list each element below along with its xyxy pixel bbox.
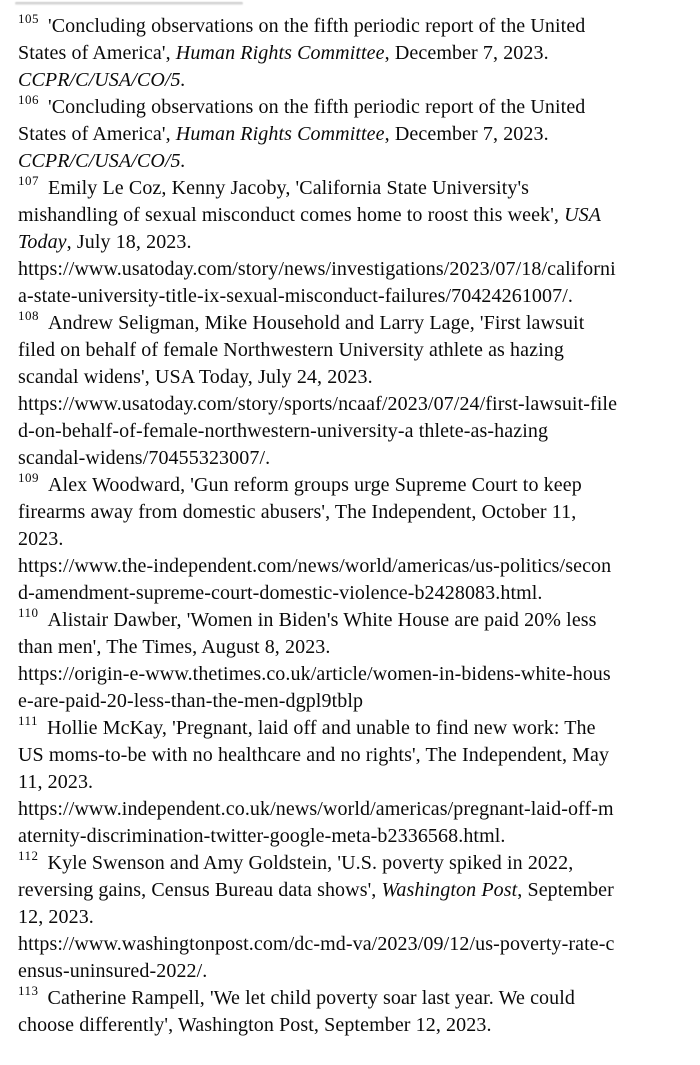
footnote-text-run: 2023. (18, 528, 64, 550)
footnote-text-run: , December 7, 2023. (384, 42, 549, 64)
footnote-number: 109 (18, 470, 39, 486)
footnote-text-run: https://www.the-independent.com/news/world/americas/us-politics/secon (18, 555, 612, 577)
footnote-text-run: d-on-behalf-of-female-northwestern-university-a thlete-as-hazing (18, 420, 549, 442)
footnote-text-run: a-state-university-title-ix-sexual-misconduct-failures/70424261007/. (18, 285, 573, 307)
footnote-text-run: US moms-to-be with no healthcare and no rights', The Independent, May (18, 744, 610, 766)
footnote-107 (18, 175, 700, 310)
footnote-line (18, 904, 700, 931)
footnote-text-run: , December 7, 2023. (384, 123, 549, 145)
footnote-text-run: e-are-paid-20-less-than-the-men-dgpl9tblp (18, 690, 364, 712)
footnote-text-run: https://origin-e-www.thetimes.co.uk/article/women-in-bidens-white-hous (18, 663, 611, 685)
footnote-line (18, 418, 700, 445)
footnote-line (18, 13, 700, 40)
footnote-text-run: firearms away from domestic abusers', The Independent, October 11, (18, 501, 577, 523)
footnote-line (18, 931, 700, 958)
footnote-text-run: CCPR/C/USA/CO/5. (18, 150, 186, 172)
footnote-line (18, 40, 700, 67)
footnote-text-run: USA (564, 204, 602, 226)
footnote-108 (18, 310, 700, 472)
footnote-line (18, 94, 700, 121)
footnote-line (18, 769, 700, 796)
footnote-text-run: CCPR/C/USA/CO/5. (18, 69, 186, 91)
footnote-text-run: https://www.usatoday.com/story/sports/ncaaf/2023/07/24/first-lawsuit-file (18, 393, 618, 415)
footnote-line (18, 688, 700, 715)
footnote-number: 112 (18, 848, 39, 864)
footnote-111 (18, 715, 700, 850)
footnote-text-run: Emily Le Coz, Kenny Jacoby, 'California State University's (48, 177, 530, 199)
footnote-line (18, 337, 700, 364)
footnote-text-run: scandal-widens/70455323007/. (18, 447, 271, 469)
footnote-text-run: ensus-uninsured-2022/. (18, 960, 208, 982)
footnote-line (18, 229, 700, 256)
footnote-text-run: Hollie McKay, 'Pregnant, laid off and unable to find new work: The (47, 717, 596, 739)
footnote-text-run: d-amendment-supreme-court-domestic-violence-b2428083.html. (18, 582, 543, 604)
footnote-line (18, 850, 700, 877)
footnote-line (18, 607, 700, 634)
footnote-text-run: Alex Woodward, 'Gun reform groups urge Supreme Court to keep (48, 474, 582, 496)
footnote-line (18, 742, 700, 769)
footnote-text-run: 12, 2023. (18, 906, 94, 928)
footnote-line (18, 175, 700, 202)
footnote-line (18, 580, 700, 607)
footnote-110 (18, 607, 700, 715)
footnote-text-run: Washington Post (381, 879, 518, 901)
footnote-text-run: aternity-discrimination-twitter-google-meta-b2336568.html. (18, 825, 506, 847)
footnote-line (18, 499, 700, 526)
footnote-text-run: 'Concluding observations on the fifth periodic report of the United (48, 96, 586, 118)
footnote-line (18, 391, 700, 418)
footnote-number: 113 (18, 983, 39, 999)
footnote-line (18, 958, 700, 985)
footnote-line (18, 121, 700, 148)
footnote-text-run: 'Concluding observations on the fifth periodic report of the United (48, 15, 586, 37)
footnote-line (18, 796, 700, 823)
footnote-line (18, 202, 700, 229)
footnote-text-run: , July 18, 2023. (66, 231, 192, 253)
footnote-number: 105 (18, 11, 39, 27)
footnote-text-run: reversing gains, Census Bureau data shows', (18, 879, 382, 901)
footnote-line (18, 256, 700, 283)
footnote-line (18, 310, 700, 337)
footnote-109 (18, 472, 700, 607)
footnote-line (18, 553, 700, 580)
footnote-line (18, 1012, 700, 1039)
footnote-105 (18, 13, 700, 94)
footnotes-list (18, 13, 700, 1039)
footnote-number: 108 (18, 308, 39, 324)
footnote-number: 106 (18, 92, 39, 108)
footnote-text-run: https://www.usatoday.com/story/news/investigations/2023/07/18/californi (18, 258, 616, 280)
footnote-line (18, 634, 700, 661)
footnote-text-run: than men', The Times, August 8, 2023. (18, 636, 331, 658)
footnote-text-run: Alistair Dawber, 'Women in Biden's White House are paid 20% less (47, 609, 597, 631)
footnote-text-run: States of America', (18, 123, 176, 145)
footnote-line (18, 283, 700, 310)
footnote-number: 107 (18, 173, 39, 189)
footnote-text-run: https://www.independent.co.uk/news/world/americas/pregnant-laid-off-m (18, 798, 614, 820)
footnote-line (18, 715, 700, 742)
footnote-text-run: https://www.washingtonpost.com/dc-md-va/2023/09/12/us-poverty-rate-c (18, 933, 615, 955)
footnote-line (18, 823, 700, 850)
footnote-line (18, 148, 700, 175)
footnote-line (18, 445, 700, 472)
footnote-text-run: filed on behalf of female Northwestern University athlete as hazing (18, 339, 564, 361)
footnote-text-run: mishandling of sexual misconduct comes home to roost this week', (18, 204, 565, 226)
footnote-text-run: States of America', (18, 42, 176, 64)
footnote-line (18, 472, 700, 499)
footnote-text-run: Today (18, 231, 67, 253)
footnote-text-run: choose differently', Washington Post, September 12, 2023. (18, 1014, 492, 1036)
footnote-number: 111 (18, 713, 39, 729)
footnote-number: 110 (18, 605, 39, 621)
footnote-line (18, 526, 700, 553)
footnote-text-run: Andrew Seligman, Mike Household and Larry Lage, 'First lawsuit (48, 312, 585, 334)
footnote-line (18, 661, 700, 688)
footnote-text-run: Human Rights Committee (175, 123, 385, 145)
cropped-previous-line-artifact (15, 2, 243, 5)
footnote-line (18, 67, 700, 94)
footnote-line (18, 877, 700, 904)
footnote-106 (18, 94, 700, 175)
footnote-text-run: scandal widens', USA Today, July 24, 2023. (18, 366, 373, 388)
footnote-line (18, 985, 700, 1012)
footnote-text-run: 11, 2023. (18, 771, 94, 793)
footnote-line (18, 364, 700, 391)
footnote-113 (18, 985, 700, 1039)
footnote-text-run: Catherine Rampell, 'We let child poverty soar last year. We could (47, 987, 575, 1009)
footnote-text-run: Kyle Swenson and Amy Goldstein, 'U.S. poverty spiked in 2022, (47, 852, 574, 874)
footnote-text-run: , September (517, 879, 614, 901)
footnote-text-run: Human Rights Committee (175, 42, 385, 64)
footnote-112 (18, 850, 700, 985)
